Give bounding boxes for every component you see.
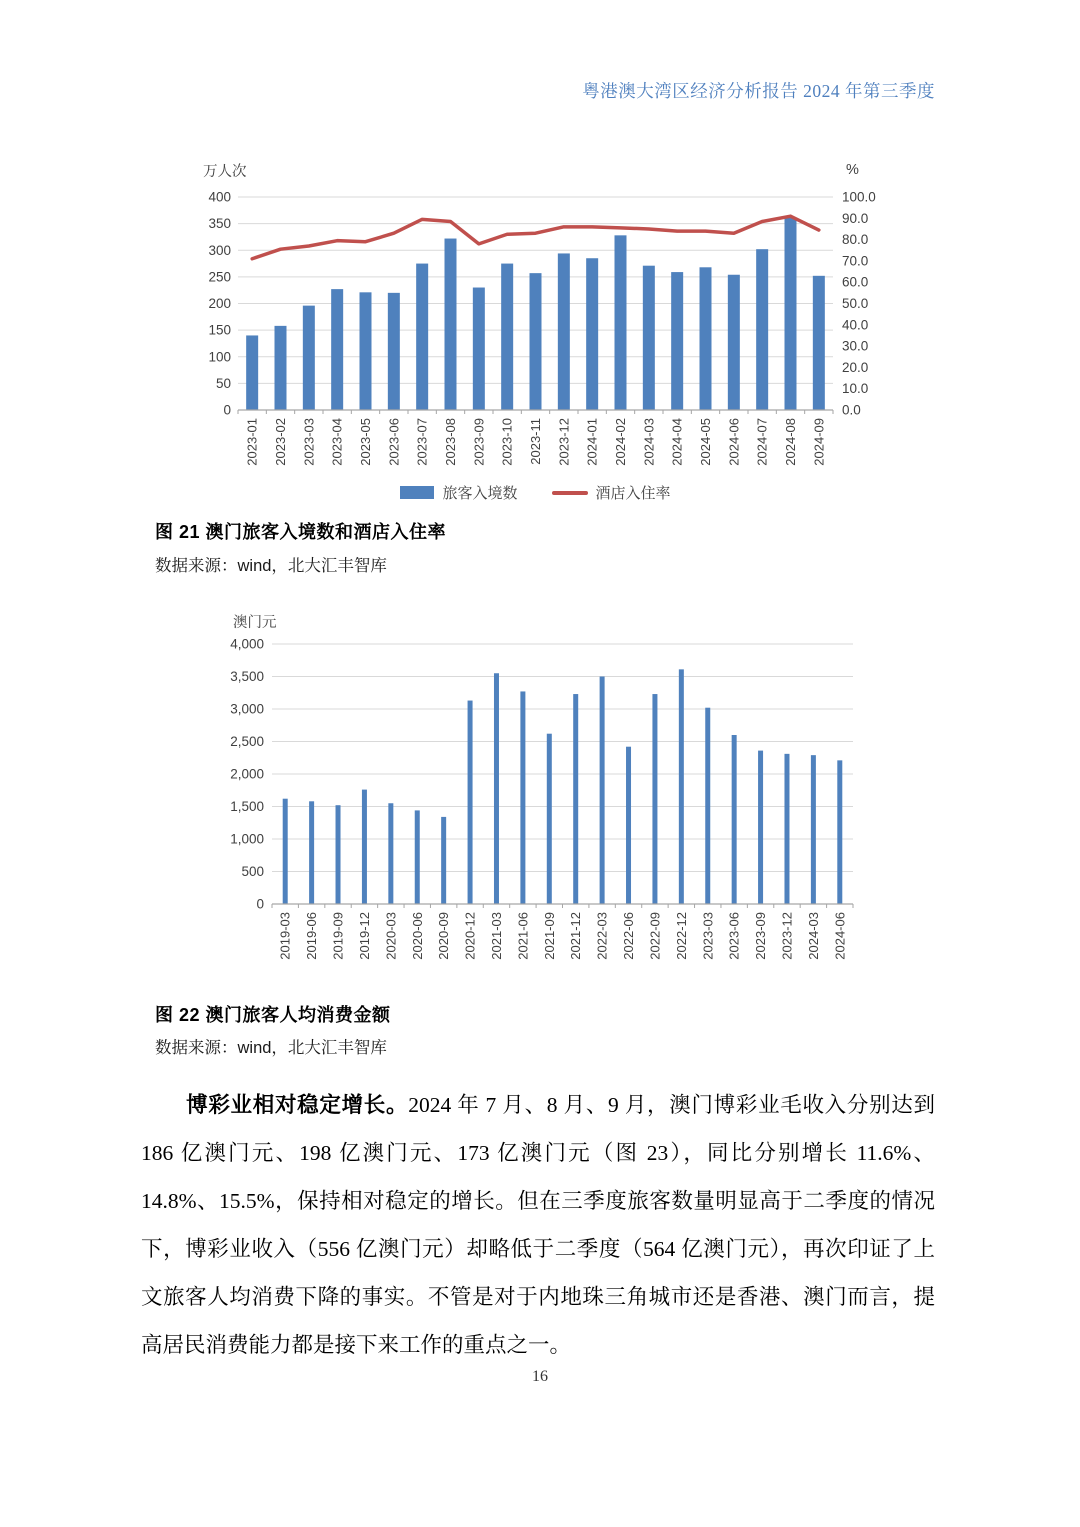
bar <box>728 275 740 410</box>
bar <box>494 673 499 904</box>
page-number: 16 <box>532 1368 548 1385</box>
y-tick-label: 2,500 <box>230 734 264 749</box>
bar <box>303 306 315 410</box>
x-tick-label: 2020-09 <box>436 912 452 960</box>
x-tick-label: 2023-05 <box>358 418 373 466</box>
y-left-tick-label: 200 <box>208 296 231 311</box>
y-left-tick-label: 400 <box>208 189 231 205</box>
figure21-right-axis-unit: % <box>846 162 859 178</box>
bar <box>732 735 737 904</box>
x-tick-label: 2020-06 <box>409 912 425 960</box>
bar <box>679 669 684 904</box>
x-tick-label: 2021-03 <box>488 912 504 960</box>
bar <box>415 810 420 904</box>
bar <box>758 751 763 904</box>
y-left-tick-label: 100 <box>208 349 231 365</box>
y-right-tick-label: 90.0 <box>842 210 869 226</box>
bar <box>652 694 657 904</box>
x-tick-label: 2024-05 <box>698 418 713 466</box>
x-tick-label: 2023-02 <box>273 418 288 466</box>
y-right-tick-label: 40.0 <box>842 317 869 333</box>
x-tick-label: 2024-06 <box>726 418 742 466</box>
bar <box>813 276 825 410</box>
bar <box>445 239 457 410</box>
x-tick-label: 2023-01 <box>244 418 260 466</box>
bar <box>573 694 578 904</box>
y-tick-label: 3,000 <box>230 701 264 717</box>
bar <box>331 289 343 410</box>
x-tick-label: 2024-02 <box>613 418 628 466</box>
figure22-source: 数据来源：wind，北大汇丰智库 <box>155 1039 387 1057</box>
y-tick-label: 4,000 <box>230 636 264 652</box>
bar <box>600 677 605 905</box>
y-left-tick-label: 150 <box>208 322 231 338</box>
figure22-chart-svg <box>195 605 895 995</box>
y-right-tick-label: 70.0 <box>842 253 869 269</box>
x-tick-label: 2024-04 <box>669 417 685 466</box>
bar <box>275 326 287 410</box>
x-tick-label: 2024-09 <box>811 418 827 466</box>
bar <box>643 266 655 410</box>
bar <box>388 293 400 410</box>
y-tick-label: 0 <box>256 896 264 912</box>
bar <box>615 235 627 410</box>
y-tick-label: 1,000 <box>230 831 264 847</box>
bar <box>441 817 446 904</box>
legend-item-occupancy <box>552 482 671 503</box>
x-tick-label: 2023-09 <box>753 912 769 960</box>
figure21-caption: 图 21 澳门旅客入境数和酒店入住率 <box>155 522 447 542</box>
bar-swatch-icon <box>400 486 434 499</box>
bar <box>700 267 712 410</box>
bar <box>473 288 485 410</box>
x-tick-label: 2022-12 <box>673 912 689 960</box>
paragraph-lead: 博彩业相对稳定增长。 <box>186 1093 409 1117</box>
y-tick-label: 3,500 <box>230 669 264 684</box>
line-swatch-icon <box>552 491 588 495</box>
x-tick-label: 2021-12 <box>568 912 584 960</box>
x-tick-label: 2023-10 <box>499 418 515 466</box>
x-tick-label: 2024-08 <box>783 418 798 466</box>
x-tick-label: 2023-03 <box>301 418 317 466</box>
y-tick-label: 2,000 <box>230 766 264 782</box>
bar <box>586 258 598 410</box>
y-right-tick-label: 100.0 <box>842 189 876 205</box>
figure22-chart <box>195 605 895 995</box>
body-paragraph <box>141 1081 935 1369</box>
bar <box>283 799 288 904</box>
x-tick-label: 2023-12 <box>779 912 795 960</box>
bar <box>547 734 552 904</box>
y-left-tick-label: 0 <box>223 402 231 418</box>
x-tick-label: 2023-07 <box>414 418 430 466</box>
x-tick-label: 2019-06 <box>304 912 320 960</box>
bar <box>362 790 367 904</box>
bar <box>520 691 525 904</box>
bar <box>468 701 473 904</box>
y-tick-label: 1,500 <box>230 799 264 814</box>
figure21-left-axis-unit: 万人次 <box>203 164 247 180</box>
x-tick-label: 2023-12 <box>556 418 572 466</box>
y-right-tick-label: 60.0 <box>842 274 869 290</box>
x-tick-label: 2022-03 <box>594 912 610 960</box>
y-left-tick-label: 350 <box>208 216 231 232</box>
x-tick-label: 2021-09 <box>541 912 557 960</box>
bar <box>626 747 631 904</box>
y-tick-label: 500 <box>241 864 264 879</box>
x-tick-label: 2024-03 <box>641 418 657 466</box>
bar <box>837 760 842 904</box>
x-tick-label: 2023-09 <box>471 418 487 466</box>
x-tick-label: 2019-12 <box>356 912 372 960</box>
y-right-tick-label: 0.0 <box>842 402 861 418</box>
x-tick-label: 2023-06 <box>386 418 402 466</box>
x-tick-label: 2020-03 <box>383 912 399 960</box>
y-left-tick-label: 250 <box>208 269 231 285</box>
x-tick-label: 2019-09 <box>330 912 346 960</box>
figure22-caption: 图 22 澳门旅客人均消费金额 <box>155 1005 391 1025</box>
legend-label-arrivals: 旅客入境数 <box>442 485 518 502</box>
bar <box>784 754 789 904</box>
figure21-legend <box>238 482 833 503</box>
x-tick-label: 2023-03 <box>700 912 716 960</box>
bar <box>756 249 768 410</box>
y-right-tick-label: 80.0 <box>842 232 869 248</box>
figure22-y-axis-unit: 澳门元 <box>233 615 277 631</box>
x-tick-label: 2024-01 <box>584 418 600 466</box>
y-right-tick-label: 20.0 <box>842 359 869 375</box>
bar <box>558 253 570 410</box>
bar <box>705 708 710 904</box>
x-tick-label: 2023-06 <box>726 912 742 960</box>
y-right-tick-label: 30.0 <box>842 338 869 354</box>
figure21-source: 数据来源：wind，北大汇丰智库 <box>155 557 387 575</box>
x-tick-label: 2023-04 <box>329 418 345 466</box>
x-tick-label: 2024-07 <box>754 418 770 466</box>
paragraph-text: 2024 年 7 月、8 月、9 月，澳门博彩业毛收入分别达到 186 亿澳门元、198 亿澳门元、173 亿澳门元（图 23），同比分别增长 11.6%、14.8%、15.5%，保持相对稳定的增长。但在三季度旅客数量明显高于二季度的情况下，博彩业收入（556 亿澳门元）却略低于二季度（564 亿澳门元），再次印证了上文旅客人均消费下降的事实。不管是对于内地珠三角城市还是香港、澳门而言，提高居民消费能力都是接下来工作的重点之一。 <box>141 1093 935 1357</box>
bar <box>530 273 542 410</box>
bar <box>246 335 258 410</box>
x-tick-label: 2021-06 <box>515 912 531 960</box>
bar <box>785 218 797 410</box>
bar <box>501 264 513 410</box>
x-tick-label: 2020-12 <box>462 912 478 960</box>
bar <box>309 801 314 904</box>
x-tick-label: 2023-08 <box>443 418 458 466</box>
legend-item-arrivals <box>400 482 517 503</box>
figure21-chart <box>195 160 895 508</box>
page-header: 粤港澳大湾区经济分析报告 2024 年第三季度 <box>582 81 935 101</box>
figure21-chart-svg <box>195 160 895 480</box>
bar <box>360 292 372 410</box>
legend-label-occupancy: 酒店入住率 <box>595 485 671 502</box>
x-tick-label: 2022-06 <box>621 912 637 960</box>
bar <box>388 803 393 904</box>
bar <box>811 755 816 904</box>
y-right-tick-label: 10.0 <box>842 381 869 397</box>
bar <box>336 805 341 904</box>
x-tick-label: 2024-06 <box>832 912 848 960</box>
y-left-tick-label: 50 <box>215 375 231 391</box>
y-right-tick-label: 50.0 <box>842 296 869 311</box>
y-left-tick-label: 300 <box>208 242 231 258</box>
x-tick-label: 2022-09 <box>647 912 663 960</box>
x-tick-label: 2024-03 <box>805 912 821 960</box>
occupancy-line <box>252 216 819 259</box>
x-tick-label: 2019-03 <box>277 912 293 960</box>
bar <box>671 272 683 410</box>
bar <box>416 264 428 410</box>
x-tick-label: 2023-11 <box>528 418 543 465</box>
